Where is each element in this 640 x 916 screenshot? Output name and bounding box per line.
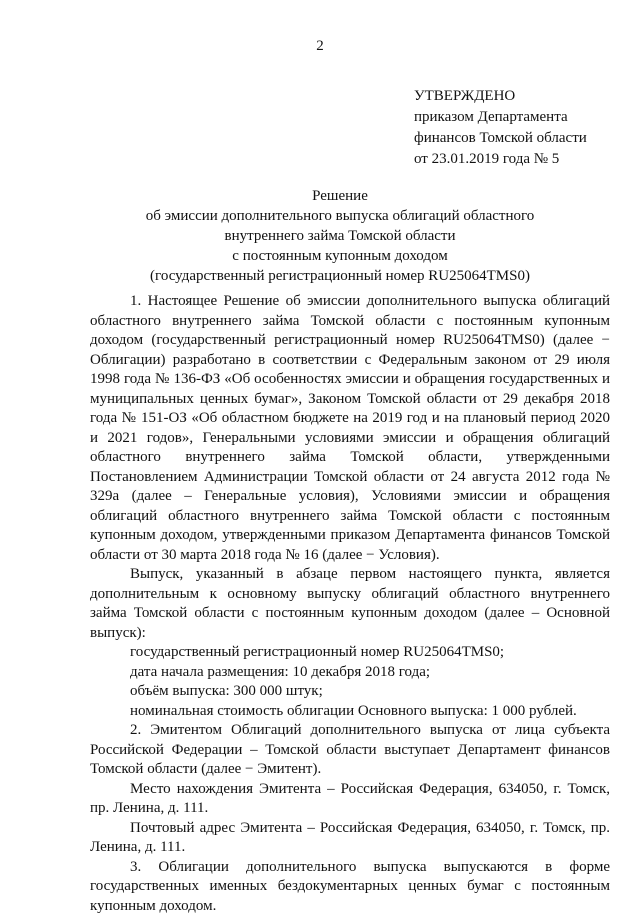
approval-block xyxy=(414,86,634,170)
list-item: номинальная стоимость облигации Основного выпуска: 1 000 рублей. xyxy=(90,702,610,722)
approval-line: финансов Томской области xyxy=(414,128,634,149)
approval-heading: УТВЕРЖДЕНО xyxy=(414,86,634,107)
list-item: дата начала размещения: 10 декабря 2018 года; xyxy=(90,663,610,683)
paragraph: Выпуск, указанный в абзаце первом настоящего пункта, является дополнительным к основному выпуску облигаций областного внутреннего займа Томской области с постоянным купонным доходом (далее – Основной выпуск): xyxy=(90,565,610,643)
paragraph: Место нахождения Эмитента – Российская Федерация, 634050, г. Томск, пр. Ленина, д. 111. xyxy=(90,780,610,819)
title-line: с постоянным купонным доходом xyxy=(90,246,590,266)
document-title xyxy=(90,186,590,286)
paragraph: 3. Облигации дополнительного выпуска выпускаются в форме государственных именных бездокументарных ценных бумаг с постоянным купонным доходом. xyxy=(90,858,610,916)
paragraph: 1. Настоящее Решение об эмиссии дополнительного выпуска облигаций областного внутреннего займа Томской области с постоянным купонным доходом (государственный регистрационный номер RU25064TMS0) (далее − Облигации) разработано в соответствии с Федеральным законом от 29 июля 1998 года № 136-ФЗ «Об особенностях эмиссии и обращения государственных и муниципальных ценных бумаг», Законом Томской области от 29 декабря 2018 года № 151-ОЗ «Об областном бюджете на 2019 год и на плановый период 2020 и 2021 годов», Генеральными условиями эмиссии и обращения облигаций областного внутреннего займа Томской области, утвержденными Постановлением Администрации Томской области от 24 августа 2012 года № 329а (далее – Генеральные условия), Условиями эмиссии и обращения облигаций областного внутреннего займа Томской области с постоянным купонным доходом, утвержденными приказом Департамента финансов Томской области от 30 марта 2018 года № 16 (далее − Условия). xyxy=(90,292,610,565)
document-body xyxy=(90,292,610,916)
title-line: Решение xyxy=(90,186,590,206)
approval-line: приказом Департамента xyxy=(414,107,634,128)
title-line: об эмиссии дополнительного выпуска облигаций областного xyxy=(90,206,590,226)
list-item: объём выпуска: 300 000 штук; xyxy=(90,682,610,702)
title-line: внутреннего займа Томской области xyxy=(90,226,590,246)
page-number: 2 xyxy=(0,38,640,55)
title-line: (государственный регистрационный номер RU25064TMS0) xyxy=(90,266,590,286)
approval-line: от 23.01.2019 года № 5 xyxy=(414,149,634,170)
paragraph: Почтовый адрес Эмитента – Российская Федерация, 634050, г. Томск, пр. Ленина, д. 111. xyxy=(90,819,610,858)
paragraph: 2. Эмитентом Облигаций дополнительного выпуска от лица субъекта Российской Федерации – Томской области выступает Департамент финансов Томской области (далее − Эмитент). xyxy=(90,721,610,780)
list-item: государственный регистрационный номер RU25064TMS0; xyxy=(90,643,610,663)
